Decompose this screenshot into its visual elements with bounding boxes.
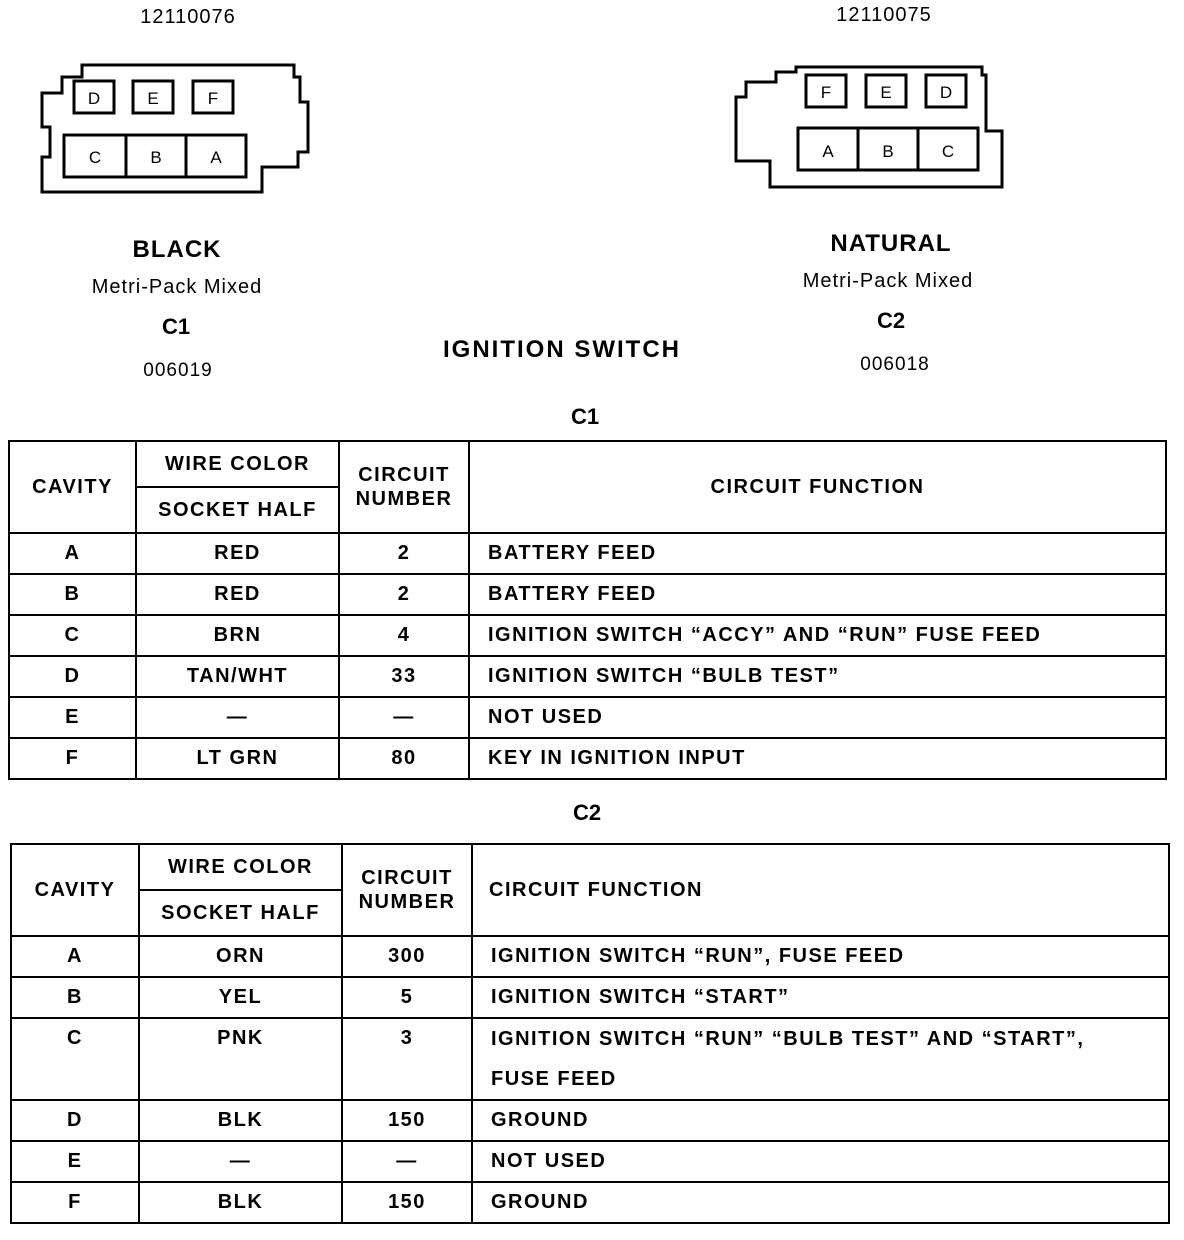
table-header-row xyxy=(11,844,1169,890)
cell-wire: TAN/WHT xyxy=(136,656,339,697)
header-cavity: CAVITY xyxy=(11,844,139,936)
cell-cavity: E xyxy=(9,697,136,738)
svg-text:E: E xyxy=(147,89,159,108)
cell-function: KEY IN IGNITION INPUT xyxy=(469,738,1166,779)
table-row xyxy=(11,1141,1169,1182)
table-row xyxy=(11,1100,1169,1141)
cell-function: IGNITION SWITCH “START” xyxy=(472,977,1169,1018)
c1-cavity-C xyxy=(64,135,126,177)
svg-text:D: D xyxy=(87,89,101,108)
cell-function: NOT USED xyxy=(472,1141,1169,1182)
c2-code: 006018 xyxy=(860,354,930,375)
svg-text:B: B xyxy=(882,142,894,161)
svg-text:A: A xyxy=(210,148,222,167)
table-row xyxy=(11,1018,1169,1100)
cell-circuit: — xyxy=(342,1141,472,1182)
cell-function: IGNITION SWITCH “ACCY” AND “RUN” FUSE FEED xyxy=(469,615,1166,656)
c2-cavity-A xyxy=(798,128,858,170)
header-wire-color: WIRE COLOR xyxy=(139,844,342,890)
cell-cavity: D xyxy=(9,656,136,697)
c1-cavity-D xyxy=(74,81,114,113)
svg-text:F: F xyxy=(207,89,219,108)
c1-cavity-B xyxy=(126,135,186,177)
cell-circuit: 80 xyxy=(339,738,469,779)
cell-cavity: C xyxy=(9,615,136,656)
c2-color: NATURAL xyxy=(830,230,952,257)
cell-circuit: 150 xyxy=(342,1182,472,1223)
c2-connector-diagram xyxy=(726,55,1016,195)
cell-function: GROUND xyxy=(472,1182,1169,1223)
svg-text:C: C xyxy=(88,148,102,167)
cell-cavity: A xyxy=(9,533,136,574)
table-c2 xyxy=(10,843,1170,1224)
cell-cavity: A xyxy=(11,936,139,977)
c1-code: 006019 xyxy=(143,360,213,381)
cell-circuit: 150 xyxy=(342,1100,472,1141)
table-row xyxy=(11,1182,1169,1223)
cell-function: IGNITION SWITCH “BULB TEST” xyxy=(469,656,1166,697)
c1-cavity-A xyxy=(186,135,246,177)
c2-cavity-E xyxy=(866,75,906,107)
header-circuit-function: CIRCUIT FUNCTION xyxy=(472,844,1169,936)
cell-function: IGNITION SWITCH “RUN” “BULB TEST” AND “START”, FUSE FEED xyxy=(472,1018,1169,1100)
cell-cavity: B xyxy=(11,977,139,1018)
table-row xyxy=(9,697,1166,738)
table-row xyxy=(9,738,1166,779)
header-circuit-number: CIRCUIT NUMBER xyxy=(339,441,469,533)
svg-text:F: F xyxy=(820,83,832,102)
c1-cavity-F xyxy=(193,81,233,113)
cell-function: GROUND xyxy=(472,1100,1169,1141)
table-row xyxy=(11,977,1169,1018)
cell-wire: RED xyxy=(136,533,339,574)
cell-function: BATTERY FEED xyxy=(469,533,1166,574)
c1-name: C1 xyxy=(161,314,191,339)
table-row xyxy=(9,615,1166,656)
c1-type: Metri-Pack Mixed xyxy=(91,276,263,298)
c1-color: BLACK xyxy=(132,236,222,263)
cell-cavity: D xyxy=(11,1100,139,1141)
table-header-row xyxy=(9,441,1166,487)
cell-wire: — xyxy=(136,697,339,738)
table-row xyxy=(9,533,1166,574)
c2-cavity-F xyxy=(806,75,846,107)
table-c1 xyxy=(8,440,1167,780)
cell-circuit: 4 xyxy=(339,615,469,656)
table-c1-title: C1 xyxy=(570,404,600,429)
cell-circuit: — xyxy=(339,697,469,738)
table-c2-title: C2 xyxy=(572,800,602,825)
header-socket-half: SOCKET HALF xyxy=(136,487,339,533)
header-wire-color: WIRE COLOR xyxy=(136,441,339,487)
cell-cavity: C xyxy=(11,1018,139,1100)
c1-part-number: 12110076 xyxy=(140,6,236,28)
cell-wire: BLK xyxy=(139,1100,342,1141)
c2-cavity-C xyxy=(918,128,978,170)
cell-circuit: 3 xyxy=(342,1018,472,1100)
c2-cavity-B xyxy=(858,128,918,170)
component-title: IGNITION SWITCH xyxy=(443,336,681,363)
svg-text:D: D xyxy=(939,83,953,102)
c2-part-number: 12110075 xyxy=(836,4,932,26)
cell-cavity: E xyxy=(11,1141,139,1182)
cell-wire: ORN xyxy=(139,936,342,977)
cell-circuit: 5 xyxy=(342,977,472,1018)
svg-text:C: C xyxy=(941,142,955,161)
cell-cavity: F xyxy=(9,738,136,779)
header-circuit-function: CIRCUIT FUNCTION xyxy=(469,441,1166,533)
cell-wire: RED xyxy=(136,574,339,615)
cell-function: NOT USED xyxy=(469,697,1166,738)
c2-type: Metri-Pack Mixed xyxy=(802,270,974,292)
cell-cavity: F xyxy=(11,1182,139,1223)
table-row xyxy=(9,656,1166,697)
cell-function: BATTERY FEED xyxy=(469,574,1166,615)
cell-wire: PNK xyxy=(139,1018,342,1100)
c1-connector-outline xyxy=(42,65,308,192)
cell-circuit: 2 xyxy=(339,574,469,615)
cell-function: IGNITION SWITCH “RUN”, FUSE FEED xyxy=(472,936,1169,977)
header-socket-half: SOCKET HALF xyxy=(139,890,342,936)
svg-text:E: E xyxy=(880,83,892,102)
c1-cavity-E xyxy=(133,81,173,113)
table-row xyxy=(11,936,1169,977)
c2-name: C2 xyxy=(876,308,906,333)
c2-cavity-D xyxy=(926,75,966,107)
cell-cavity: B xyxy=(9,574,136,615)
header-cavity: CAVITY xyxy=(9,441,136,533)
table-row xyxy=(9,574,1166,615)
cell-wire: LT GRN xyxy=(136,738,339,779)
cell-circuit: 300 xyxy=(342,936,472,977)
cell-wire: BRN xyxy=(136,615,339,656)
header-circuit-number: CIRCUIT NUMBER xyxy=(342,844,472,936)
cell-circuit: 2 xyxy=(339,533,469,574)
svg-text:B: B xyxy=(150,148,162,167)
svg-text:A: A xyxy=(822,142,834,161)
cell-wire: — xyxy=(139,1141,342,1182)
cell-wire: YEL xyxy=(139,977,342,1018)
c1-connector-diagram xyxy=(30,55,330,205)
cell-circuit: 33 xyxy=(339,656,469,697)
cell-wire: BLK xyxy=(139,1182,342,1223)
